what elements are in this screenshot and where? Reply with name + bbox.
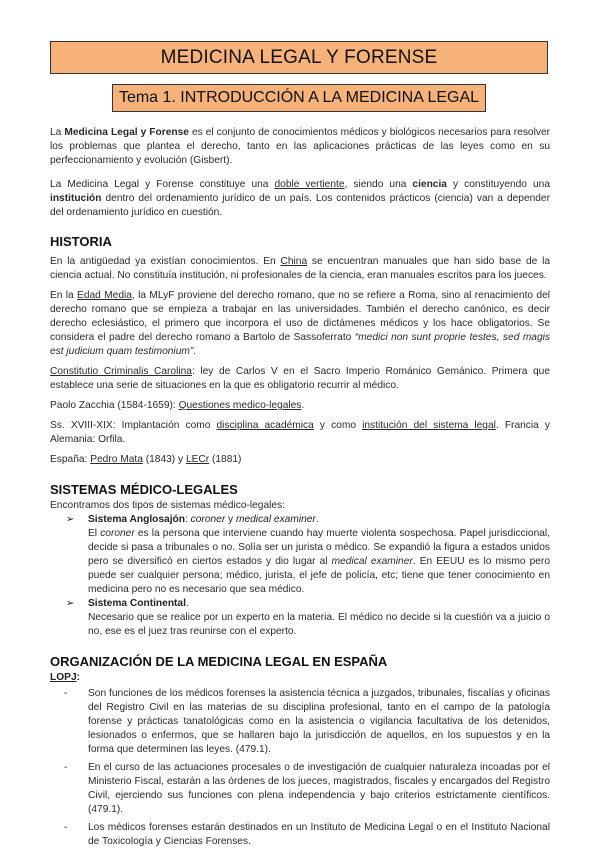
arrow-bullet-icon: ➢ <box>66 514 75 525</box>
historia-paragraph-edad-media: En la Edad Media, la MLyF proviene del derecho romano, que no se refiere a Roma, sino al renacimiento del derecho romano que se empieza a trabajar en las universidades. También el derecho canónico, es decir derecho eclesiástico, el primero que incorpora el uso de dictámenes médicos y los hace obligatorios. Se considera el padre del derecho romano a Bartolo de Sassoferrato “medici non sunt proprie testes, sed magis est judicium quam testimonium”. <box>50 290 551 357</box>
historia-paragraph-carolina: Constitutio Criminalis Carolina: ley de Carlos V en el Sacro Imperio Románico Gemánico. Primera que establece una serie de situaciones en la que es obligatorio recurrir al médico. <box>50 366 550 391</box>
lopj-item-text: Los médicos forenses estarán destinados en un Instituto de Medicina Legal o en el Instituto Nacional de Toxicología y Ciencias Forenses. <box>88 822 550 847</box>
sistema-anglosajon-item: ➢ Sistema Anglosajón: coroner y medical examiner. <box>66 514 319 525</box>
intro-paragraph-definition: La Medicina Legal y Forense es el conjunto de conocimientos médicos y biológicos necesarios para resolver los problemas que plantea el derecho, tanto en las aplicaciones prácticas de las leyes como en su perfeccionamiento y evolución (Gisbert). <box>50 127 550 166</box>
dash-bullet-icon: - <box>64 762 68 773</box>
historia-paragraph-espana: España: Pedro Mata (1843) y LECr (1881) <box>50 454 242 465</box>
topic-title: Tema 1. INTRODUCCIÓN A LA MEDICINA LEGAL <box>112 84 486 112</box>
lopj-list-item <box>50 821 550 849</box>
document-title: MEDICINA LEGAL Y FORENSE <box>50 41 548 74</box>
dash-bullet-icon: - <box>64 688 68 699</box>
document-body <box>50 122 550 849</box>
lopj-list-item <box>50 761 550 817</box>
sistema-anglosajon-description: El coroner es la persona que interviene cuando hay muerte violenta sospechosa. Papel jurisdiccional, decide si pasa a tribunales o no. Solía ser un jurista o médico. Se expandió la figura a estados unidos pero se diversificó en ciertos estados y dio lugar al medical examiner. En EEUU es lo mismo pero puede ser cualquier persona; médico, jurista, el jefe de policía, etc; tiene que tener conocimiento en medicina pero no es necesario que sea médico. <box>88 528 550 595</box>
historia-paragraph-zacchia: Paolo Zacchia (1584-1659): Questiones medico-legales. <box>50 400 305 411</box>
sistema-continental-description: Necesario que se realice por un experto en la materia. El médico no decide si la cuestión va a juicio o no, ese es el juez tras reunirse con el experto. <box>88 612 550 637</box>
arrow-bullet-icon: ➢ <box>66 598 75 609</box>
historia-paragraph-china: En la antigüedad ya existían conocimientos. En China se encuentran manuales que han sido base de la ciencia actual. No constituía institución, ni profesionales de la ciencia, eran manuales escritos para los jueces. <box>50 256 551 281</box>
historia-paragraph-siglos: Ss. XVIII-XIX: Implantación como disciplina académica y como institución del sistema legal. Francia y Alemania: Orfila. <box>50 420 550 445</box>
sistema-continental-item: ➢ Sistema Continental. <box>66 598 189 609</box>
lopj-label: LOPJ: <box>50 672 81 683</box>
lopj-item-text: Son funciones de los médicos forenses la asistencia técnica a juzgados, tribunales, fiscalías y oficinas del Registro Civil en las materias de su disciplina profesional, tanto en el campo de la patología forense y prácticas tanatológicas como en la asistencia o vigilancia facultativa de los detenidos, lesionados o enfermos, que se hallaren bajo la jurisdicción de aquellos, en los supuestos y en la forma que determinen las leyes. (479.1). <box>88 688 550 755</box>
sistemas-heading: SISTEMAS MÉDICO-LEGALES <box>50 482 238 497</box>
lopj-list-item <box>50 687 550 757</box>
lopj-item-text: En el curso de las actuaciones procesales o de investigación de cualquier naturaleza incoadas por el Ministerio Fiscal, estarán a las órdenes de los jueces, magistrados, fiscales y encargados del Registro Civil, ejerciendo sus funciones con plena independencia y bajo criterios estrictamente científicos. (479.1). <box>88 762 550 815</box>
intro-paragraph-vertiente: La Medicina Legal y Forense constituye una doble vertiente, siendo una ciencia y constituyendo una institución dentro del ordenamiento jurídico de un país. Los contenidos prácticos (ciencia) van a depender del ordenamiento jurídico en cuestión. <box>50 179 550 218</box>
dash-bullet-icon: - <box>64 822 68 833</box>
sistemas-intro: Encontramos dos tipos de sistemas médico-legales: <box>50 500 285 511</box>
historia-heading: HISTORIA <box>50 234 112 249</box>
organizacion-heading: ORGANIZACIÓN DE LA MEDICINA LEGAL EN ESPAÑA <box>50 654 388 669</box>
